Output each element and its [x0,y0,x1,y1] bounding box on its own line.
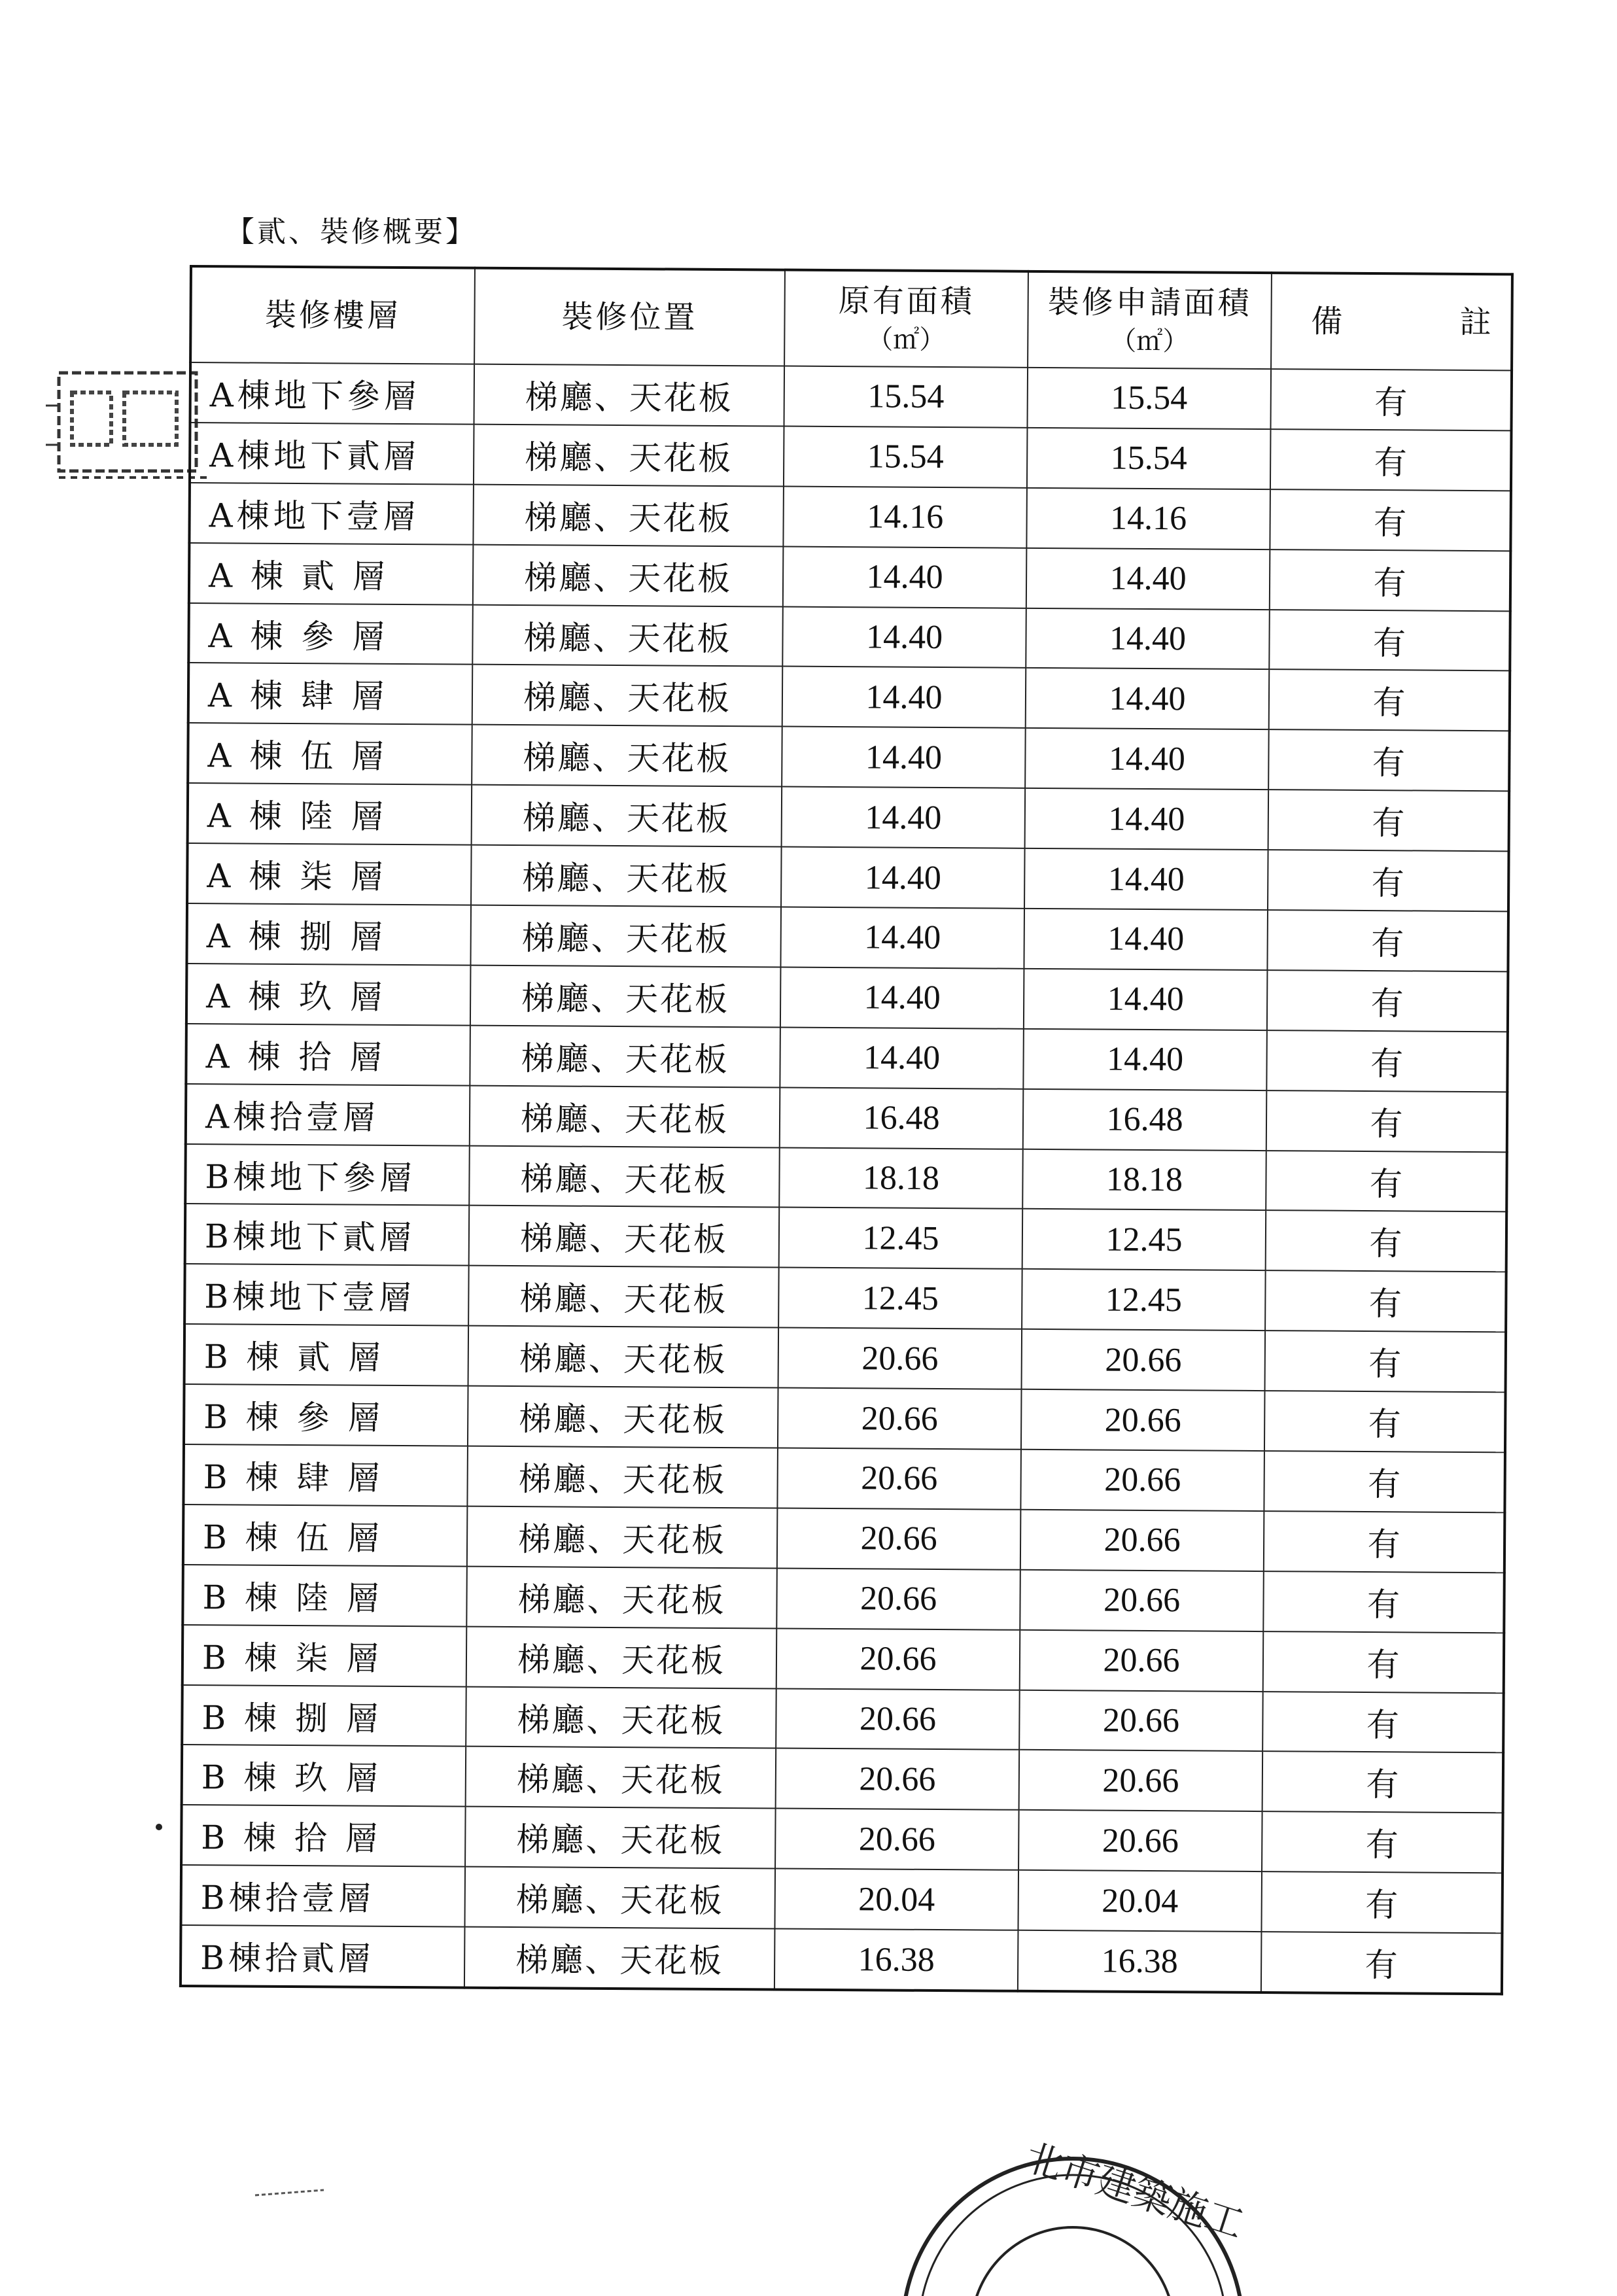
location-cell: 梯廳、天花板 [474,425,784,487]
note-cell: 有 [1270,489,1511,551]
location-cell: 梯廳、天花板 [464,1927,775,1990]
floor-cell: B 棟 貳 層 [184,1324,469,1386]
location-cell: 梯廳、天花板 [469,1145,780,1208]
note-cell: 有 [1266,1151,1507,1212]
location-cell: 梯廳、天花板 [470,1085,780,1147]
applied-area-cell: 14.40 [1026,548,1270,609]
floor-cell: B棟拾貳層 [181,1925,465,1988]
original-area-cell: 20.66 [778,1328,1022,1389]
note-cell: 有 [1269,670,1510,731]
applied-area-cell: 14.40 [1025,728,1269,790]
table-row [185,1204,1507,1272]
original-area-cell: 20.66 [777,1448,1021,1510]
floor-cell: A 棟 陸 層 [188,783,472,845]
floor-cell: A棟拾壹層 [186,1084,470,1146]
table-row [188,783,1510,851]
location-cell: 梯廳、天花板 [472,785,782,847]
note-cell: 有 [1261,1932,1503,1994]
applied-area-cell: 15.54 [1027,428,1271,489]
original-area-cell: 20.66 [776,1568,1020,1629]
applied-area-cell: 14.40 [1023,1029,1267,1090]
table-row [184,1384,1506,1452]
applied-area-cell: 14.16 [1026,488,1270,549]
seal-text: 北市建築施工 [1018,2134,1249,2247]
applied-area-cell: 20.66 [1020,1510,1264,1571]
floor-cell: A 棟 玖 層 [186,964,471,1026]
applied-area-cell: 14.40 [1025,788,1269,850]
table-row [187,843,1509,911]
table-row [189,543,1511,611]
applied-area-cell: 20.66 [1020,1450,1264,1511]
original-area-cell: 12.45 [779,1208,1023,1269]
location-cell: 梯廳、天花板 [468,1266,779,1328]
original-area-cell: 20.04 [774,1869,1018,1930]
applied-area-cell: 18.18 [1022,1149,1266,1210]
location-cell: 梯廳、天花板 [465,1807,776,1869]
table-row [184,1324,1506,1392]
floor-cell: A 棟 貳 層 [189,543,474,605]
original-area-cell: 15.54 [784,426,1028,487]
location-cell: 梯廳、天花板 [472,665,783,727]
location-cell: 梯廳、天花板 [464,1867,775,1929]
floor-cell: B棟地下參層 [185,1144,470,1206]
location-cell: 梯廳、天花板 [466,1686,776,1748]
floor-cell: A棟地下參層 [190,362,475,425]
original-area-cell: 14.40 [783,546,1027,608]
location-cell: 梯廳、天花板 [467,1506,778,1569]
floor-cell: A 棟 捌 層 [186,903,471,965]
applied-area-cell: 14.40 [1026,668,1270,729]
note-cell: 有 [1266,1090,1508,1152]
location-cell: 梯廳、天花板 [470,1025,780,1087]
location-cell: 梯廳、天花板 [467,1446,778,1508]
note-cell: 有 [1264,1391,1506,1452]
applied-area-cell: 16.38 [1018,1930,1262,1992]
original-area-cell: 14.40 [782,727,1026,788]
note-cell: 有 [1265,1331,1506,1392]
table-row [183,1565,1504,1633]
floor-cell: A 棟 柒 層 [187,843,472,905]
note-cell: 有 [1262,1752,1504,1813]
location-cell: 梯廳、天花板 [471,845,782,907]
floor-cell: B 棟 參 層 [184,1384,468,1446]
header-floor: 裝修樓層 [190,266,475,364]
original-area-cell: 16.38 [774,1929,1018,1991]
applied-area-cell: 20.66 [1019,1690,1263,1751]
table-row [185,1144,1507,1212]
location-cell: 梯廳、天花板 [466,1566,777,1628]
original-area-cell: 12.45 [778,1268,1022,1329]
floor-cell: A 棟 伍 層 [188,723,472,785]
stray-dot [156,1824,162,1830]
applied-area-cell: 20.66 [1020,1570,1264,1631]
note-cell: 有 [1268,790,1510,851]
applied-area-cell: 12.45 [1022,1209,1266,1270]
location-cell: 梯廳、天花板 [468,1326,779,1388]
applied-area-cell: 16.48 [1023,1088,1267,1150]
header-note [1271,273,1512,370]
original-area-cell: 16.48 [780,1087,1024,1149]
table-body [181,362,1512,1994]
applied-area-cell: 20.66 [1021,1389,1265,1451]
applied-area-cell: 20.66 [1018,1810,1262,1871]
header-note-char-1: 備 [1311,303,1343,340]
header-original-area [784,270,1028,368]
location-cell: 梯廳、天花板 [466,1626,777,1688]
note-cell: 有 [1269,610,1510,671]
applied-area-cell: 14.40 [1026,608,1270,669]
note-cell: 有 [1262,1692,1504,1753]
table-row [181,1805,1503,1873]
original-area-cell: 14.40 [782,667,1026,728]
floor-cell: B 棟 拾 層 [181,1805,466,1867]
original-area-cell: 20.66 [778,1388,1022,1450]
applied-area-cell: 20.04 [1018,1870,1262,1932]
table-row [181,1925,1503,1994]
floor-cell: B棟地下貳層 [185,1204,470,1266]
floor-cell: B 棟 玖 層 [182,1745,466,1807]
table-row [183,1505,1505,1573]
applied-area-cell: 20.66 [1019,1750,1263,1811]
header-location: 裝修位置 [474,268,785,366]
applied-area-cell: 20.66 [1020,1629,1264,1691]
official-seal [877,2113,1249,2296]
note-cell: 有 [1266,1030,1508,1092]
original-area-cell: 14.40 [782,606,1026,668]
floor-cell: A棟地下壹層 [189,483,474,545]
location-cell: 梯廳、天花板 [468,1386,778,1448]
floor-cell: A 棟 參 層 [188,603,473,665]
floor-cell: A 棟 拾 層 [186,1024,470,1086]
original-area-cell: 14.40 [781,847,1025,909]
applied-area-cell: 14.40 [1024,848,1268,910]
table-row [182,1745,1504,1813]
table-row [186,1084,1508,1152]
note-cell: 有 [1264,1451,1505,1512]
original-area-cell: 20.66 [776,1748,1020,1810]
table-row [186,903,1508,971]
header-applied-area-unit: （㎡） [1110,326,1189,357]
original-area-cell: 14.40 [782,787,1026,848]
floor-cell: B棟拾壹層 [181,1865,465,1927]
location-cell: 梯廳、天花板 [469,1206,780,1268]
floor-cell: B 棟 柒 層 [183,1625,467,1687]
section-heading: 【貳、裝修概要】 [226,215,477,249]
applied-area-cell: 20.66 [1022,1329,1266,1391]
location-cell: 梯廳、天花板 [473,544,784,606]
table-row [186,964,1508,1032]
renovation-table-wrap [179,265,1511,1995]
original-area-cell: 14.40 [780,1027,1024,1088]
table-row [190,423,1512,491]
note-cell: 有 [1267,910,1508,971]
original-area-cell: 15.54 [784,366,1028,428]
original-area-cell: 18.18 [779,1147,1023,1209]
table-row [181,1865,1503,1933]
note-cell: 有 [1261,1871,1503,1933]
note-cell: 有 [1270,369,1512,430]
header-original-area-label: 原有面積 [838,282,975,320]
note-cell: 有 [1267,970,1508,1032]
note-cell: 有 [1263,1571,1504,1633]
table-row [184,1264,1506,1332]
note-cell: 有 [1270,549,1511,611]
location-cell: 梯廳、天花板 [470,905,781,967]
header-applied-area-label: 裝修申請面積 [1047,283,1252,322]
original-area-cell: 20.66 [777,1508,1021,1569]
header-original-area-unit: （㎡） [867,324,946,356]
table-row [182,1685,1504,1753]
original-area-cell: 20.66 [775,1809,1019,1870]
table-row [188,663,1510,731]
note-cell: 有 [1265,1270,1506,1332]
table-header-row [190,266,1512,370]
table-row [190,362,1512,430]
applied-area-cell: 14.40 [1024,969,1268,1030]
table-row [188,603,1510,671]
original-area-cell: 14.16 [783,486,1027,548]
location-cell: 梯廳、天花板 [470,965,781,1028]
location-cell: 梯廳、天花板 [474,364,785,426]
note-cell: 有 [1270,429,1512,491]
original-area-cell: 14.40 [780,967,1024,1028]
note-cell: 有 [1264,1511,1505,1573]
table-row [183,1444,1505,1512]
floor-cell: A 棟 肆 層 [188,663,473,725]
floor-cell: A棟地下貳層 [190,423,474,485]
applied-area-cell: 14.40 [1024,909,1268,970]
stray-mark [252,2185,330,2200]
floor-cell: B 棟 肆 層 [183,1444,468,1506]
original-area-cell: 20.66 [776,1688,1020,1750]
location-cell: 梯廳、天花板 [472,725,782,787]
note-cell: 有 [1262,1811,1503,1873]
note-cell: 有 [1263,1631,1504,1693]
original-area-cell: 14.40 [780,907,1024,969]
header-note-char-2: 註 [1459,304,1491,341]
table-row [183,1625,1504,1693]
note-cell: 有 [1268,729,1510,791]
location-cell: 梯廳、天花板 [466,1747,776,1809]
renovation-summary-table [179,265,1514,1995]
header-applied-area [1028,271,1272,369]
applied-area-cell: 12.45 [1022,1269,1266,1331]
note-cell: 有 [1268,850,1509,911]
floor-cell: B 棟 捌 層 [182,1685,466,1747]
location-cell: 梯廳、天花板 [473,484,784,546]
table-row [189,483,1511,551]
floor-cell: B 棟 陸 層 [183,1565,467,1627]
floor-cell: B棟地下壹層 [184,1264,469,1326]
note-cell: 有 [1266,1211,1507,1272]
original-area-cell: 20.66 [776,1628,1020,1690]
location-cell: 梯廳、天花板 [472,604,783,667]
table-row [186,1024,1508,1092]
table-row [188,723,1510,791]
floor-cell: B 棟 伍 層 [183,1505,468,1567]
applied-area-cell: 15.54 [1028,368,1272,429]
